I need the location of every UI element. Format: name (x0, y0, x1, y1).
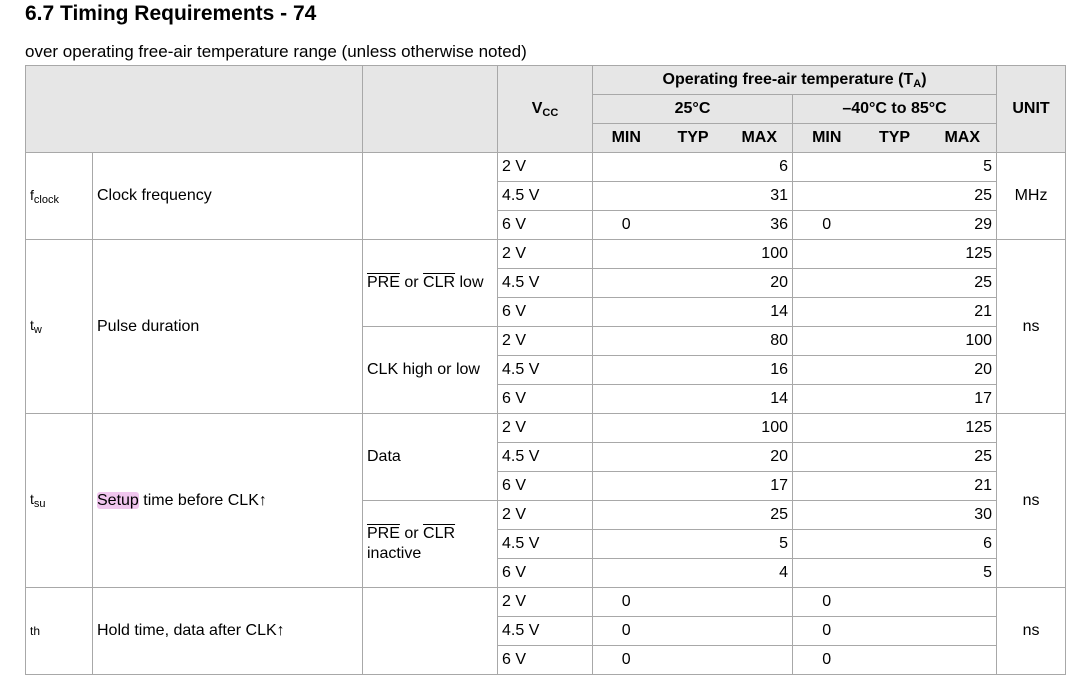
typ-range (861, 385, 929, 414)
max-range: 6 (929, 530, 997, 559)
typ-range (861, 414, 929, 443)
vcc-value: 2 V (498, 414, 593, 443)
max-25 (727, 617, 793, 646)
page-title: 6.7 Timing Requirements - 74 (25, 2, 317, 25)
min-25 (593, 385, 660, 414)
timing-requirements-table (25, 65, 1066, 675)
min-25 (593, 472, 660, 501)
header-param-cell (26, 66, 363, 153)
typ-range (861, 501, 929, 530)
max-range: 125 (929, 240, 997, 269)
unit-ns: ns (997, 588, 1066, 675)
condition-empty (363, 153, 498, 240)
header-temp-range: –40°C to 85°C (793, 95, 997, 124)
typ-range (861, 269, 929, 298)
max-25: 16 (727, 356, 793, 385)
max-25: 5 (727, 530, 793, 559)
table-row (26, 153, 1066, 182)
min-25: 0 (593, 588, 660, 617)
typ-25 (660, 646, 727, 675)
typ-range (861, 356, 929, 385)
max-range: 17 (929, 385, 997, 414)
typ-25 (660, 240, 727, 269)
typ-range (861, 298, 929, 327)
vcc-value: 6 V (498, 472, 593, 501)
vcc-value: 6 V (498, 646, 593, 675)
typ-25 (660, 443, 727, 472)
min-range (793, 298, 861, 327)
min-range (793, 559, 861, 588)
typ-range (861, 443, 929, 472)
param-pulse-duration: Pulse duration (93, 240, 363, 414)
min-range (793, 472, 861, 501)
typ-range (861, 646, 929, 675)
max-25: 25 (727, 501, 793, 530)
vcc-value: 6 V (498, 211, 593, 240)
typ-25 (660, 559, 727, 588)
typ-25 (660, 153, 727, 182)
min-range: 0 (793, 211, 861, 240)
vcc-value: 2 V (498, 501, 593, 530)
min-range (793, 443, 861, 472)
header-typ-25: TYP (660, 124, 727, 153)
typ-25 (660, 298, 727, 327)
min-range (793, 356, 861, 385)
min-range (793, 240, 861, 269)
max-25 (727, 646, 793, 675)
table-row (26, 414, 1066, 443)
header-max-range: MAX (929, 124, 997, 153)
unit-ns: ns (997, 240, 1066, 414)
param-clock-frequency: Clock frequency (93, 153, 363, 240)
max-range: 25 (929, 182, 997, 211)
header-vcc: $V_{CC}$ (498, 66, 593, 153)
max-range: 100 (929, 327, 997, 356)
typ-range (861, 617, 929, 646)
setup-highlight: Setup (97, 491, 139, 509)
max-25 (727, 588, 793, 617)
symbol-fclock: $f_{clock}$ (26, 153, 93, 240)
typ-range (861, 182, 929, 211)
min-25: 0 (593, 646, 660, 675)
typ-range (861, 559, 929, 588)
symbol-tw: $t_w$ (26, 240, 93, 414)
typ-range (861, 211, 929, 240)
table-row (26, 240, 1066, 269)
min-25 (593, 501, 660, 530)
max-25: 14 (727, 385, 793, 414)
max-range: 5 (929, 153, 997, 182)
min-25 (593, 269, 660, 298)
min-range (793, 385, 861, 414)
max-range (929, 646, 997, 675)
condition-clk-high-low: CLK high or low (363, 327, 498, 414)
min-range: 0 (793, 646, 861, 675)
min-25 (593, 240, 660, 269)
min-25 (593, 530, 660, 559)
header-unit: UNIT (997, 66, 1066, 153)
max-range (929, 588, 997, 617)
typ-25 (660, 211, 727, 240)
min-25 (593, 153, 660, 182)
typ-25 (660, 327, 727, 356)
typ-range (861, 588, 929, 617)
min-range: 0 (793, 588, 861, 617)
unit-ns: ns (997, 414, 1066, 588)
vcc-value: 2 V (498, 588, 593, 617)
header-condition-cell (363, 66, 498, 153)
vcc-value: 2 V (498, 153, 593, 182)
max-range: 5 (929, 559, 997, 588)
min-25 (593, 327, 660, 356)
typ-25 (660, 385, 727, 414)
max-25: 20 (727, 443, 793, 472)
max-range: 21 (929, 298, 997, 327)
header-typ-range: TYP (861, 124, 929, 153)
header-max-25: MAX (727, 124, 793, 153)
unit-mhz: MHz (997, 153, 1066, 240)
condition-pre-clr-low: $\overline{PRE}$ or $\overline{CLR}$ low (363, 240, 498, 327)
max-25: 100 (727, 414, 793, 443)
max-range: 25 (929, 269, 997, 298)
typ-25 (660, 182, 727, 211)
typ-25 (660, 588, 727, 617)
min-range (793, 182, 861, 211)
param-setup-time: Setup time before CLK↑ (93, 414, 363, 588)
max-25: 4 (727, 559, 793, 588)
typ-25 (660, 617, 727, 646)
max-25: 100 (727, 240, 793, 269)
max-25: 6 (727, 153, 793, 182)
min-range (793, 327, 861, 356)
condition-empty (363, 588, 498, 675)
typ-25 (660, 501, 727, 530)
header-min-25: MIN (593, 124, 660, 153)
min-25 (593, 356, 660, 385)
vcc-value: 4.5 V (498, 356, 593, 385)
max-range: 125 (929, 414, 997, 443)
param-hold-time: Hold time, data after CLK↑ (93, 588, 363, 675)
max-25: 20 (727, 269, 793, 298)
min-25 (593, 443, 660, 472)
max-range (929, 617, 997, 646)
header-op-temp: Operating free-air temperature $(T_A)$ (593, 66, 997, 95)
min-25 (593, 298, 660, 327)
max-25: 36 (727, 211, 793, 240)
vcc-value: 4.5 V (498, 269, 593, 298)
min-25: 0 (593, 211, 660, 240)
max-range: 25 (929, 443, 997, 472)
condition-pre-clr-inactive: $\overline{PRE}$ or $\overline{CLR}$ inactive (363, 501, 498, 588)
min-range (793, 269, 861, 298)
typ-25 (660, 269, 727, 298)
table-row (26, 588, 1066, 617)
min-25: 0 (593, 617, 660, 646)
symbol-tsu: $t_{su}$ (26, 414, 93, 588)
typ-range (861, 530, 929, 559)
max-range: 21 (929, 472, 997, 501)
max-range: 30 (929, 501, 997, 530)
min-range (793, 153, 861, 182)
min-25 (593, 182, 660, 211)
vcc-value: 6 V (498, 385, 593, 414)
min-range (793, 501, 861, 530)
typ-range (861, 472, 929, 501)
typ-range (861, 153, 929, 182)
typ-25 (660, 530, 727, 559)
max-range: 29 (929, 211, 997, 240)
max-25: 31 (727, 182, 793, 211)
header-temp-25: 25°C (593, 95, 793, 124)
condition-data: Data (363, 414, 498, 501)
vcc-value: 2 V (498, 327, 593, 356)
typ-range (861, 240, 929, 269)
vcc-value: 2 V (498, 240, 593, 269)
vcc-value: 6 V (498, 559, 593, 588)
vcc-value: 4.5 V (498, 443, 593, 472)
header-min-range: MIN (793, 124, 861, 153)
page-subtitle: over operating free-air temperature range (unless otherwise noted) (25, 42, 527, 61)
symbol-th: th (26, 588, 93, 675)
vcc-value: 4.5 V (498, 530, 593, 559)
vcc-value: 4.5 V (498, 617, 593, 646)
typ-25 (660, 472, 727, 501)
max-25: 17 (727, 472, 793, 501)
min-range: 0 (793, 617, 861, 646)
max-25: 14 (727, 298, 793, 327)
vcc-value: 6 V (498, 298, 593, 327)
typ-range (861, 327, 929, 356)
min-25 (593, 559, 660, 588)
typ-25 (660, 356, 727, 385)
min-range (793, 530, 861, 559)
max-25: 80 (727, 327, 793, 356)
max-range: 20 (929, 356, 997, 385)
vcc-value: 4.5 V (498, 182, 593, 211)
typ-25 (660, 414, 727, 443)
min-25 (593, 414, 660, 443)
min-range (793, 414, 861, 443)
